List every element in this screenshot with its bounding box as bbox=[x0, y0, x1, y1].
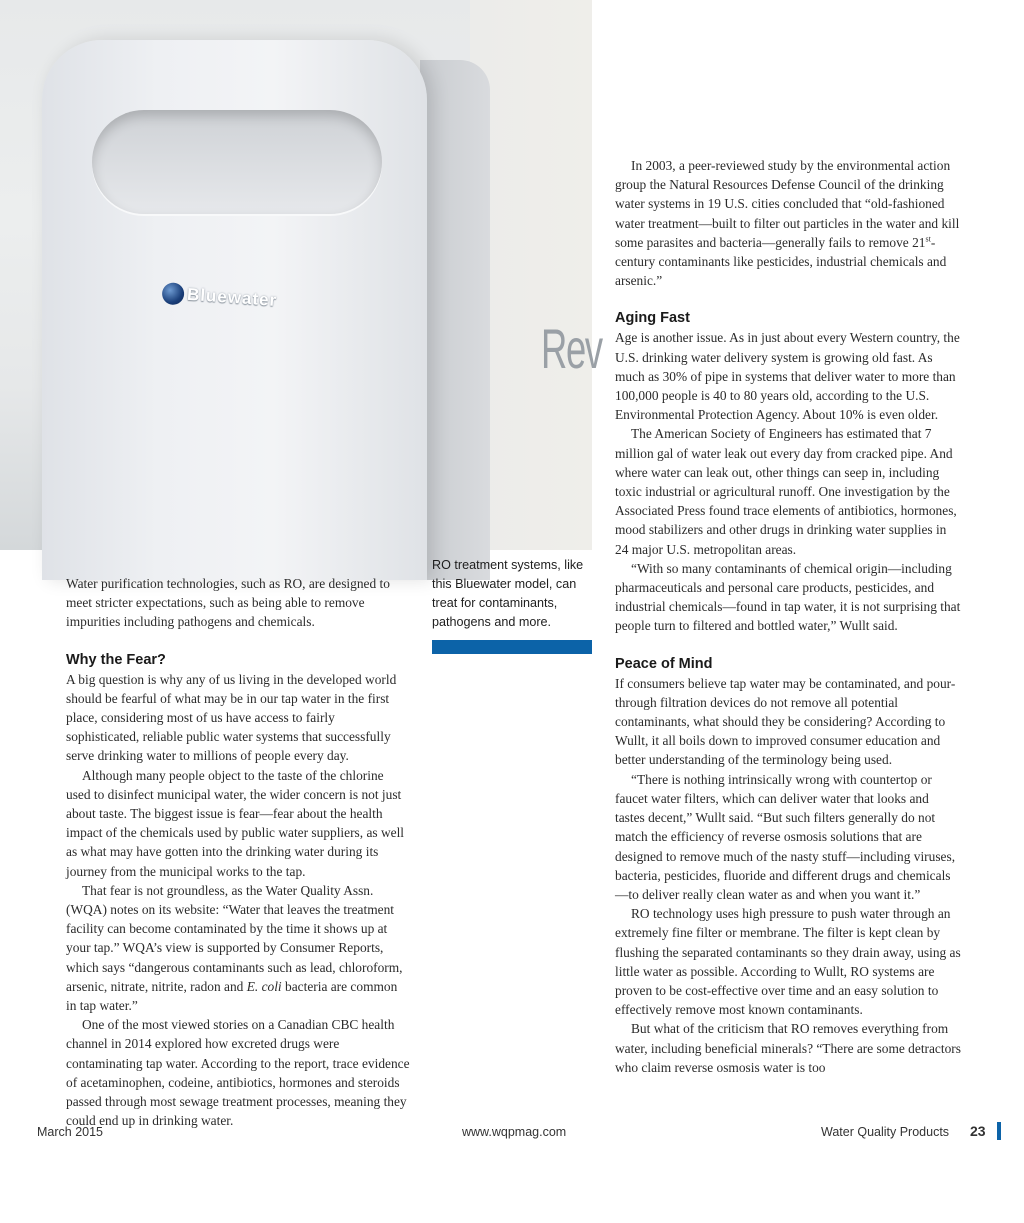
paragraph: The American Society of Engineers has estimated that 7 million gal of water leak out every day from cracked pipe. And where water can leak out, other things can seep in, including toxic industrial or agricultural runoff. One investigation by the Associated Press found trace elements of antibiotics, hormones, mood stabilizers and other drugs in drinking water supplies in 24 major U.S. metropolitan areas. bbox=[615, 426, 957, 557]
page-number: 23 bbox=[970, 1123, 986, 1139]
article-left-column bbox=[66, 574, 411, 1130]
paragraph: “With so many contaminants of chemical origin—including pharmaceuticals and personal care products, pesticides, and industrial chemicals—found in tap water, it is not surprising that people turn to filtered and bottled water,” Wullt said. bbox=[615, 560, 961, 634]
section-heading-why-the-fear: Why the Fear? bbox=[66, 651, 166, 668]
italic-ecoli: E. coli bbox=[246, 978, 282, 994]
unit-handle bbox=[92, 110, 382, 214]
intro-paragraph: Water purification technologies, such as RO, are designed to meet stricter expectations, such as being able to remove impurities including pathogens and chemicals. bbox=[66, 576, 390, 630]
photo-wall-lettering: Rev bbox=[541, 317, 602, 380]
footer-date: March 2015 bbox=[37, 1125, 104, 1139]
paragraph: One of the most viewed stories on a Canadian CBC health channel in 2014 explored how excreted drugs were contaminating tap water. According to the report, trace evidence of acetaminophen, codeine, antibiotics, hormones and steroids passed through most sewage treatment processes, meaning they could end up in drinking water. bbox=[66, 1017, 410, 1129]
unit-side-panel bbox=[420, 60, 490, 580]
article-right-column bbox=[615, 156, 961, 1077]
section-heading-aging-fast: Aging Fast bbox=[615, 310, 690, 327]
paragraph-nrdc: In 2003, a peer-reviewed study by the environmental action group the Natural Resources Defense Council of the drinking water systems in 19 U.S. cities concluded that “old-fashioned water treatment—built to filter out particles in the water and kill some parasites and bacteria—generally fails to remove 21st-century contaminants like pesticides, industrial chemicals and arsenic.” bbox=[615, 158, 960, 289]
paragraph: If consumers believe tap water may be contaminated, and pour-through filtration devices do not remove all potential contaminants, what should they be considering? According to Wullt, it all boils down to improved consumer education and better understanding of the terminology being used. bbox=[615, 675, 956, 768]
bluewater-logo-icon bbox=[161, 282, 184, 305]
page-footer bbox=[0, 1122, 1024, 1152]
paragraph: RO technology uses high pressure to push water through an extremely fine filter or membrane. The filter is kept clean by flushing the separated contaminants so they drain away, using as little water as possible. According to Wullt, RO systems are proven to be cost-effective over time and an easy solution to effectively remove most known contaminants. bbox=[615, 906, 961, 1018]
paragraph: A big question is why any of us living in the developed world should be fearful of what may be in our tap water in the first place, considering most of us have access to fairly sophisticated, reliable public water systems that successfully serve drinking water to millions of people every day. bbox=[66, 671, 397, 764]
paragraph: “There is nothing intrinsically wrong with countertop or faucet water filters, which can deliver water that looks and tastes decent,” Wullt said. “But such filters generally do not match the efficiency of reverse osmosis solutions that are designed to remove much of the nasty stuff—including viruses, bacteria, pesticides, fluoride and different drugs and chemicals—to deliver really clean water as and when you want it.” bbox=[615, 771, 956, 902]
section-heading-peace-of-mind: Peace of Mind bbox=[615, 655, 713, 672]
photo-caption: RO treatment systems, like this Bluewater model, can treat for contaminants, pathogens and more. bbox=[432, 558, 584, 629]
paragraph: Age is another issue. As in just about every Western country, the U.S. drinking water delivery system is growing old fast. As much as 30% of pipe in systems that deliver water to more than 100,000 people is 40 to 80 years old, according to the U.S. Environmental Protection Agency. About 10% is even older. bbox=[615, 330, 960, 423]
paragraph: But what of the criticism that RO removes everything from water, including beneficial minerals? “There are some detractors who claim reverse osmosis water is too bbox=[615, 1021, 961, 1075]
footer-magazine-name: Water Quality Products bbox=[821, 1125, 950, 1139]
caption-accent-bar bbox=[432, 640, 592, 654]
footer-url: www.wqpmag.com bbox=[462, 1125, 567, 1139]
footer-accent-rule bbox=[997, 1122, 1001, 1140]
bluewater-logo-text: Bluewater bbox=[186, 284, 278, 310]
paragraph-wqa: That fear is not groundless, as the Water Quality Assn. (WQA) notes on its website: “Water that leaves the treatment facility can become contaminated by the time it shows up at your tap.” WQA’s view is supported by Consumer Reports, which says “dangerous contaminants such as lead, chloroform, arsenic, nitrate, nitrite, radon and E. coli bacteria are common in tap water.” bbox=[66, 882, 403, 1014]
paragraph: Although many people object to the taste of the chlorine used to disinfect municipal water, the wider concern is not just about taste. The biggest issue is fear—fear about the health impact of the chemicals used by public water suppliers, as well as what may have gotten into the drinking water during its journey from the municipal works to the tap. bbox=[66, 767, 405, 879]
product-photo bbox=[0, 0, 602, 550]
